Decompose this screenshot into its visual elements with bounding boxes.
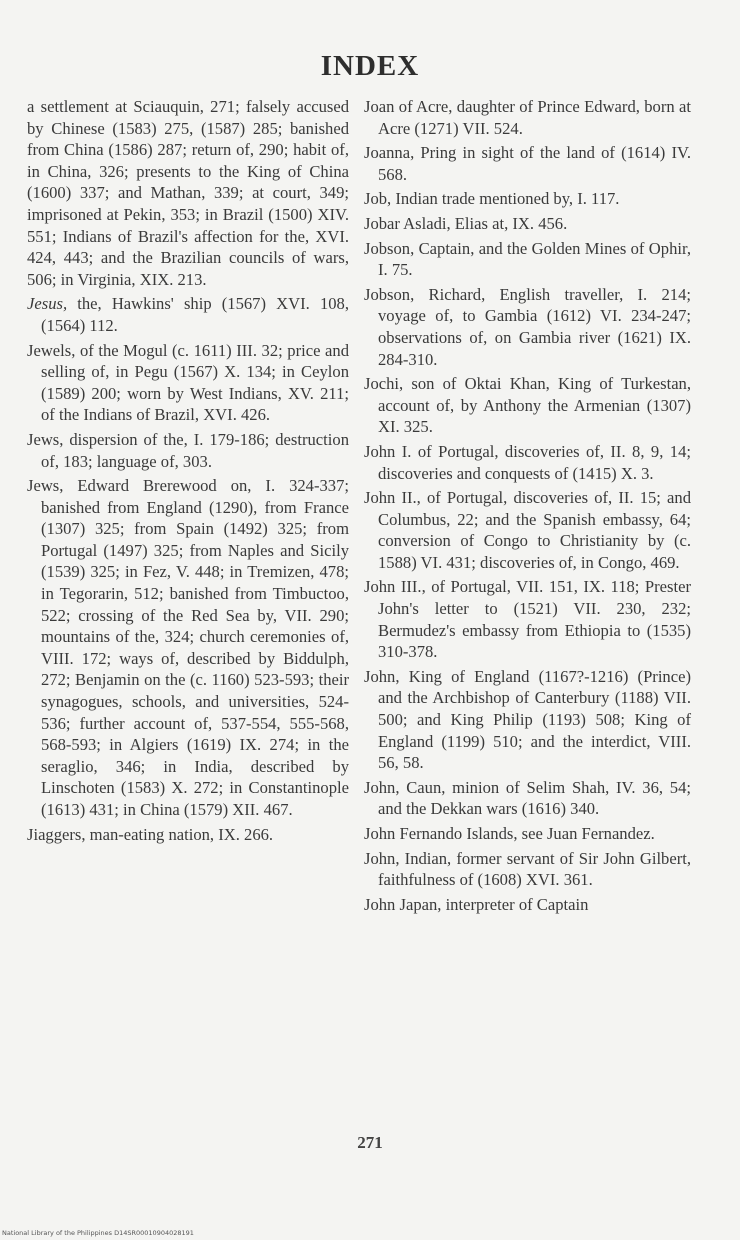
index-column-right xyxy=(364,96,691,918)
index-entry-text: Jews, dispersion of the, I. 179-186; destruction of, 183; language of, 303. xyxy=(27,429,349,471)
footer-stamp: National Library of the Philippines D14SR00010904028191 xyxy=(2,1229,194,1237)
index-entry xyxy=(364,213,691,235)
index-entry xyxy=(364,96,691,139)
index-entry xyxy=(364,487,691,573)
index-entry xyxy=(364,894,691,916)
index-entry-text: John I. of Portugal, discoveries of, II. 8, 9, 14; discoveries and conquests of (1415) X. 3. xyxy=(364,441,691,483)
index-entry xyxy=(364,777,691,820)
index-entry xyxy=(364,441,691,484)
index-entry-text: Joan of Acre, daughter of Prince Edward, born at Acre (1271) VII. 524. xyxy=(364,97,691,138)
index-entry-text: the, Hawkins' ship (1567) XVI. 108, (1564) 112. xyxy=(41,294,349,335)
index-entry xyxy=(27,824,349,846)
index-entry xyxy=(27,429,349,472)
index-entry-headword: Jesus, xyxy=(27,294,68,314)
index-entry-text: Joanna, Pring in sight of the land of (1614) IV. 568. xyxy=(364,143,691,184)
index-entry-text: Jews, Edward Brerewood on, I. 324-337; banished from England (1290), from France (1307) 325; from Spain (1492) 325; from Portugal (1497) 325; from Naples and Sicily (1539) 325; in Fez, V. 448; in Tremizen, 478; in Tegorarin, 512; banished from Timbuctoo, 522; crossing of the Red Sea by, VII. 290; mountains of the, 324; church ceremonies of, VIII. 172; ways of, described by Biddulph, 272; Benjamin on the (c. 1160) 523-593; their synagogues, schools, and universities, 524-536; further account of, 537-554, 555-568, 568-593; in Algiers (1619) IX. 274; in the seraglio, 346; in India, described by Linschoten (1583) X. 272; in Constantinople (1613) 431; in China (1579) XII. 467. xyxy=(27,476,349,819)
index-entry xyxy=(27,475,349,821)
index-entry-text: John Fernando Islands, see Juan Fernandez. xyxy=(364,824,655,843)
index-entry-text: Jewels, of the Mogul (c. 1611) III. 32; price and selling of, in Pegu (1567) X. 134; in Ceylon (1589) 200; worn by West Indians, XV. 211; of the Indians of Brazil, XVI. 426. xyxy=(27,340,349,425)
index-column-left xyxy=(27,96,349,848)
index-entry xyxy=(364,848,691,891)
index-entry xyxy=(364,576,691,662)
index-entry xyxy=(364,373,691,438)
index-entry-text: Jobar Asladi, Elias at, IX. 456. xyxy=(364,213,568,233)
index-entry-text: John, Caun, minion of Selim Shah, IV. 36, 54; and the Dekkan wars (1616) 340. xyxy=(364,777,691,819)
index-entry-text: Jobson, Captain, and the Golden Mines of Ophir, I. 75. xyxy=(364,238,691,280)
index-entry-text: Job, Indian trade mentioned by, I. 117. xyxy=(364,189,620,209)
index-entry xyxy=(364,666,691,774)
index-entry-text: Jobson, Richard, English traveller, I. 214; voyage of, to Gambia (1612) VI. 234-247; observations of, on Gambia river (1621) IX. 284-310. xyxy=(364,284,691,369)
index-entry xyxy=(364,238,691,281)
index-entry-text: Jochi, son of Oktai Khan, King of Turkestan, account of, by Anthony the Armenian (1307) XI. 325. xyxy=(364,374,691,437)
index-entry xyxy=(27,293,349,336)
index-entry-text: John, Indian, former servant of Sir John Gilbert, faithfulness of (1608) XVI. 361. xyxy=(364,848,691,890)
index-entry xyxy=(364,823,691,845)
index-entry xyxy=(364,284,691,370)
index-entry-text: John III., of Portugal, VII. 151, IX. 118; Prester John's letter to (1521) VII. 230, 232; Bermudez's embassy from Ethiopia to (1535) 310-378. xyxy=(364,577,691,662)
index-entry xyxy=(27,96,349,290)
page-number: 271 xyxy=(357,1133,383,1152)
index-entry-text: a settlement at Sciauquin, 271; falsely accused by Chinese (1583) 275, (1587) 285; banished from China (1586) 287; return of, 290; habit of, in China, 326; presents to the King of China (1600) 337; and Mathan, 339; at court, 349; imprisoned at Pekin, 353; in Brazil (1500) XIV. 551; Indians of Brazil's affection for the, XVI. 424, 443; and the Brazilian councils of wars, 506; in Virginia, XIX. 213. xyxy=(27,97,349,289)
index-entry-text: John, King of England (1167?-1216) (Prince) and the Archbishop of Canterbury (1188) VII. 500; and King Philip (1193) 508; King of England (1199) 510; and the interdict, VIII. 56, 58. xyxy=(364,666,691,773)
index-entry-text: Jiaggers, man-eating nation, IX. 266. xyxy=(27,824,274,844)
index-entry-text: John Japan, interpreter of Captain xyxy=(364,894,589,914)
index-entry xyxy=(364,142,691,185)
index-entry xyxy=(27,340,349,426)
index-entry xyxy=(364,188,691,210)
index-entry-text: John II., of Portugal, discoveries of, II. 15; and Columbus, 22; and the Spanish embassy, 64; conversion of Congo to Christianity by (c. 1588) VI. 431; discoveries of, in Congo, 469. xyxy=(364,488,691,572)
page-title: INDEX xyxy=(320,50,420,82)
